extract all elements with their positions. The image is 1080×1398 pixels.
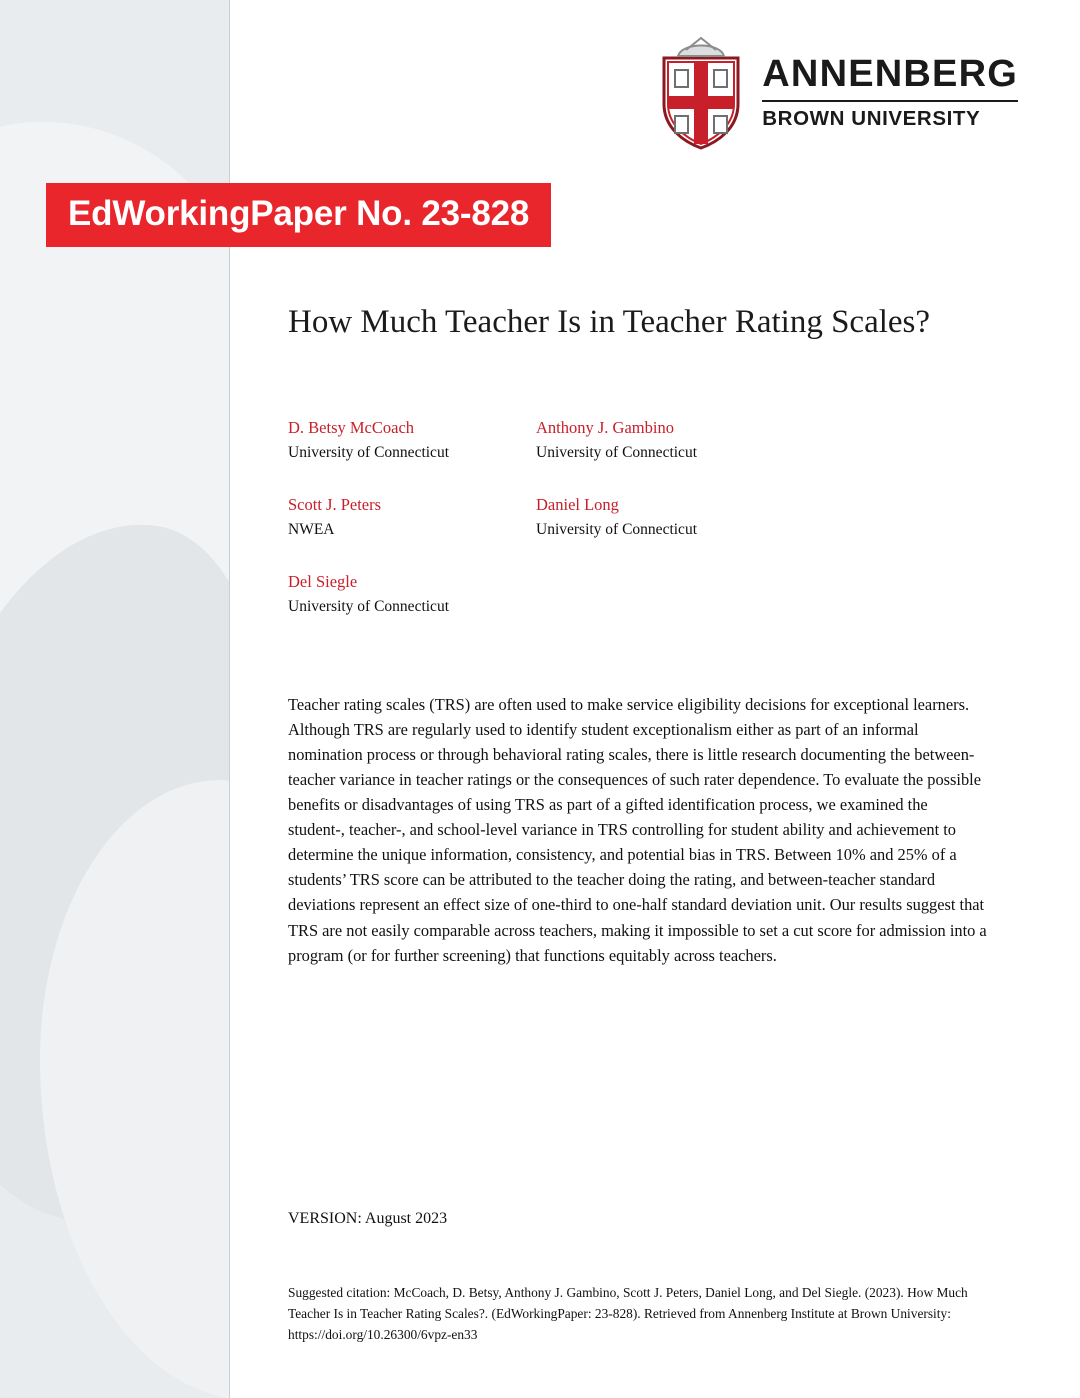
author-name[interactable]: D. Betsy McCoach: [288, 417, 415, 437]
author-name[interactable]: Del Siegle: [288, 571, 358, 591]
author-name[interactable]: Daniel Long: [536, 494, 619, 514]
author-entry: [288, 494, 536, 541]
author-entry: [536, 417, 784, 464]
author-affiliation: University of Connecticut: [536, 444, 697, 462]
author-name[interactable]: Anthony J. Gambino: [536, 417, 674, 437]
author-entry: [288, 417, 536, 464]
paper-content: [288, 0, 992, 968]
author-affiliation: University of Connecticut: [536, 521, 697, 539]
author-name[interactable]: Scott J. Peters: [288, 494, 382, 514]
author-entry: [288, 571, 536, 618]
logo-org-name: ANNENBERG: [762, 52, 1018, 95]
author-affiliation: University of Connecticut: [288, 444, 449, 462]
author-affiliation: NWEA: [288, 521, 335, 539]
author-list: [288, 417, 988, 648]
abstract-text: Teacher rating scales (TRS) are often used to make service eligibility decisions for exceptional learners. Although TRS are regularly used to identify student exceptionalism either as part of an informal nomination process or through behavioral rating scales, there is little research documenting the between-teacher variance in teacher ratings or the consequences of such rater dependence. To evaluate the possible benefits or disadvantages of using TRS as part of a gifted identification process, we examined the student-, teacher-, and school-level variance in TRS controlling for student ability and achievement to determine the unique information, consistency, and potential bias in TRS. Between 10% and 25% of a students’ TRS score can be attributed to the teacher doing the rating, and between-teacher standard deviations represent an effect size of one-third to one-half standard deviation unit. Our results suggest that TRS are not easily comparable across teachers, making it impossible to set a cut score for admission into a program (or for further screening) that functions equitably across teachers.: [288, 694, 987, 965]
page-title: How Much Teacher Is in Teacher Rating Scales?: [288, 304, 931, 340]
author-entry: [536, 494, 784, 541]
author-affiliation: University of Connecticut: [288, 598, 449, 616]
working-paper-number-banner: EdWorkingPaper No. 23-828: [46, 183, 551, 247]
logo-institution-name: BROWN UNIVERSITY: [762, 106, 981, 130]
version-label: VERSION: August 2023: [288, 1210, 448, 1227]
suggested-citation: Suggested citation: McCoach, D. Betsy, Anthony J. Gambino, Scott J. Peters, Daniel Long, and Del Siegle. (2023). How Much Teacher Is in Teacher Rating Scales?. (EdWorkingPaper: 23-828). Retrieved from Annenberg Institute at Brown University: https://doi.org/10.26300/6vpz-en33: [288, 1285, 968, 1342]
